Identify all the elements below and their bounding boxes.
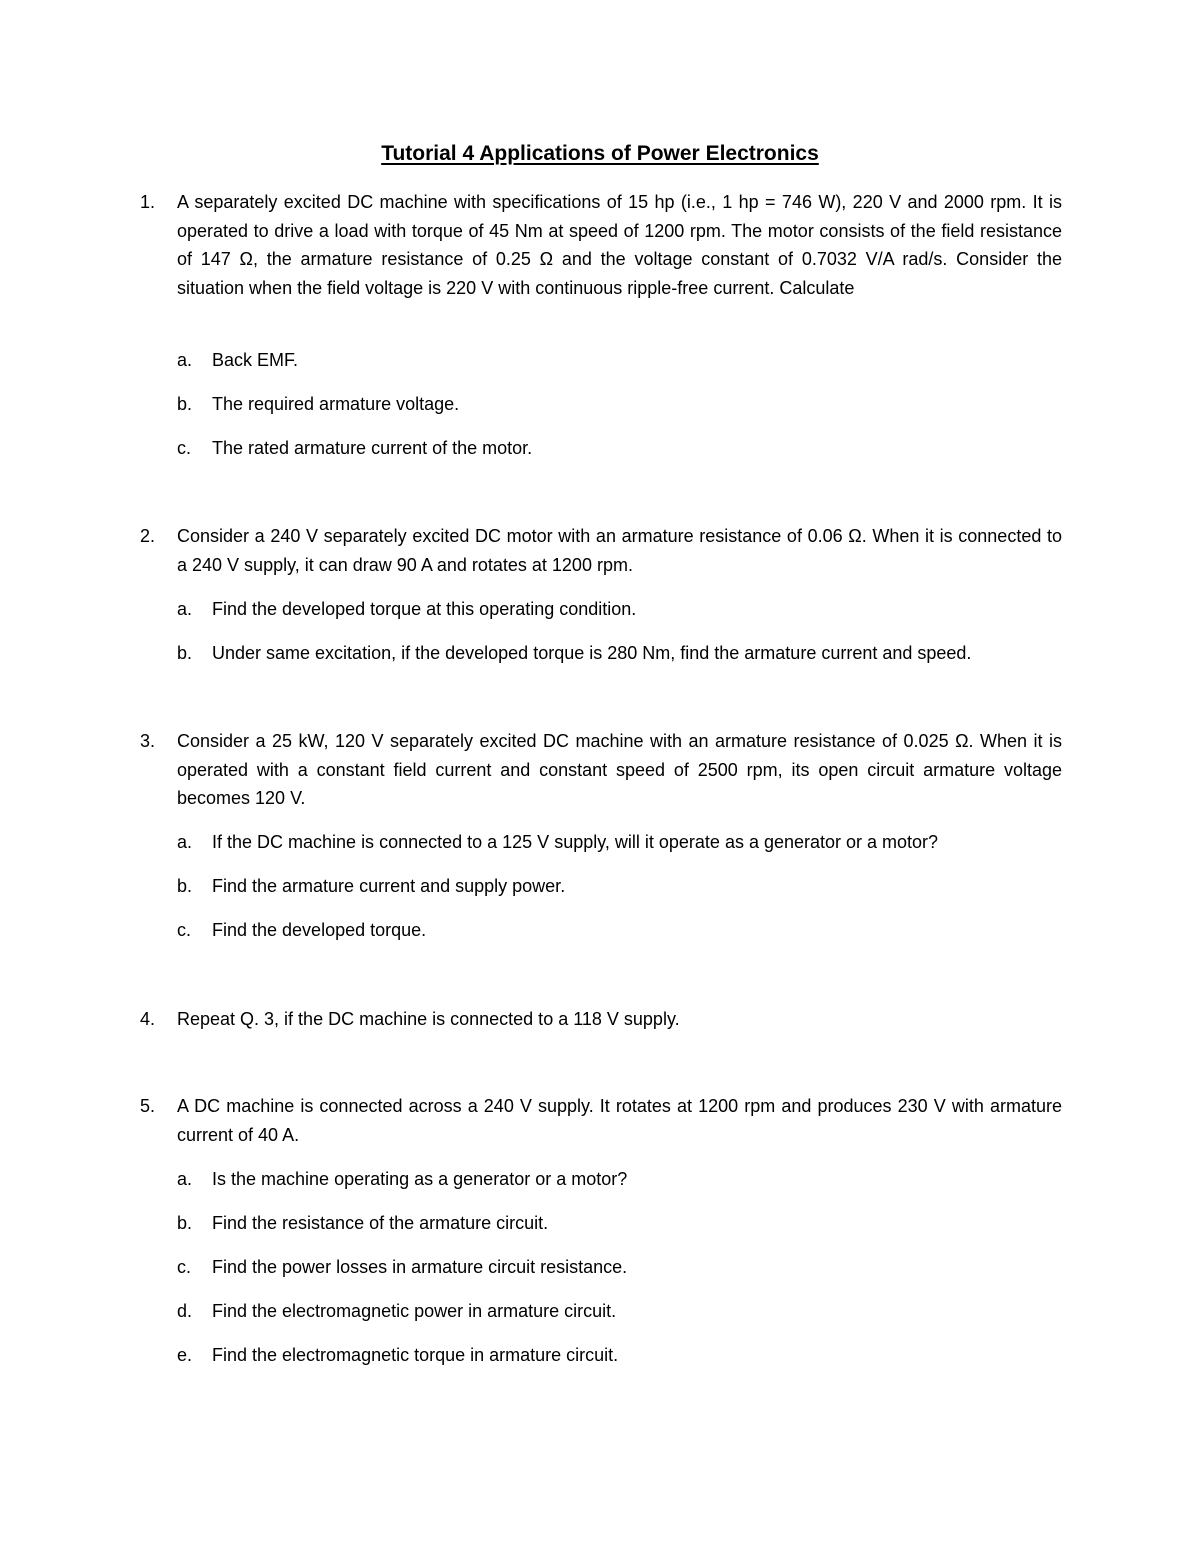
sub-question-letter: d. <box>177 1301 193 1321</box>
question-text: Consider a 25 kW, 120 V separately excited DC machine with an armature resistance of 0.025 Ω. When it is operated with a constant field current and constant speed of 2500 rpm, its open circuit armature voltage becomes 120 V. <box>177 731 1062 808</box>
sub-question-text: Find the armature current and supply power. <box>212 876 566 896</box>
page-title: Tutorial 4 Applications of Power Electronics <box>381 142 819 165</box>
sub-question-2a <box>177 595 1062 623</box>
sub-question-text: Find the electromagnetic power in armature circuit. <box>212 1301 617 1321</box>
sub-question-letter: a. <box>177 832 193 852</box>
sub-question-letter: b. <box>177 394 193 414</box>
question-number: 5. <box>140 1096 156 1116</box>
sub-question-3a <box>177 828 1062 856</box>
sub-question-text: The required armature voltage. <box>212 394 460 414</box>
sub-question-5e <box>177 1341 1062 1369</box>
sub-question-1b <box>177 390 1062 418</box>
sub-question-text: Find the resistance of the armature circuit. <box>212 1213 549 1233</box>
sub-question-1a <box>177 346 1062 374</box>
sub-question-text: Find the developed torque at this operating condition. <box>212 599 637 619</box>
sub-question-text: If the DC machine is connected to a 125 V supply, will it operate as a generator or a motor? <box>212 832 939 852</box>
question-text: A DC machine is connected across a 240 V supply. It rotates at 1200 rpm and produces 230 V with armature current of 40 A. <box>177 1096 1062 1145</box>
sub-question-letter: c. <box>177 1257 192 1277</box>
sub-question-3c <box>177 916 1062 944</box>
sub-question-letter: a. <box>177 1169 193 1189</box>
sub-question-letter: b. <box>177 643 193 663</box>
sub-question-letter: a. <box>177 599 193 619</box>
sub-question-text: Find the electromagnetic torque in armature circuit. <box>212 1345 619 1365</box>
sub-question-3b <box>177 872 1062 900</box>
question-number: 1. <box>140 192 156 212</box>
sub-question-letter: b. <box>177 1213 193 1233</box>
question-number: 3. <box>140 731 156 751</box>
sub-question-5a <box>177 1165 1062 1193</box>
sub-question-letter: c. <box>177 920 192 940</box>
sub-question-text: Under same excitation, if the developed torque is 280 Nm, find the armature current and speed. <box>212 643 972 663</box>
sub-question-text: The rated armature current of the motor. <box>212 438 533 458</box>
question-number: 4. <box>140 1009 156 1029</box>
sub-question-text: Find the developed torque. <box>212 920 427 940</box>
sub-question-5b <box>177 1209 1062 1237</box>
sub-question-1c <box>177 434 1062 462</box>
sub-question-letter: a. <box>177 350 193 370</box>
sub-question-5d <box>177 1297 1062 1325</box>
question-text: A separately excited DC machine with specifications of 15 hp (i.e., 1 hp = 746 W), 220 V and 2000 rpm. It is operated to drive a load with torque of 45 Nm at speed of 1200 rpm. The motor consists of the field resistance of 147 Ω, the armature resistance of 0.25 Ω and the voltage constant of 0.7032 V/A rad/s. Consider the situation when the field voltage is 220 V with continuous ripple-free current. Calculate <box>177 192 1062 298</box>
sub-question-2b <box>177 639 1062 667</box>
question-number: 2. <box>140 526 156 546</box>
sub-question-text: Is the machine operating as a generator or a motor? <box>212 1169 628 1189</box>
question-text: Consider a 240 V separately excited DC motor with an armature resistance of 0.06 Ω. When it is connected to a 240 V supply, it can draw 90 A and rotates at 1200 rpm. <box>177 526 1062 575</box>
sub-question-5c <box>177 1253 1062 1281</box>
sub-question-letter: b. <box>177 876 193 896</box>
sub-question-text: Find the power losses in armature circuit resistance. <box>212 1257 628 1277</box>
question-text: Repeat Q. 3, if the DC machine is connected to a 118 V supply. <box>177 1009 680 1029</box>
sub-question-text: Back EMF. <box>212 350 299 370</box>
sub-question-letter: c. <box>177 438 192 458</box>
sub-question-letter: e. <box>177 1345 193 1365</box>
